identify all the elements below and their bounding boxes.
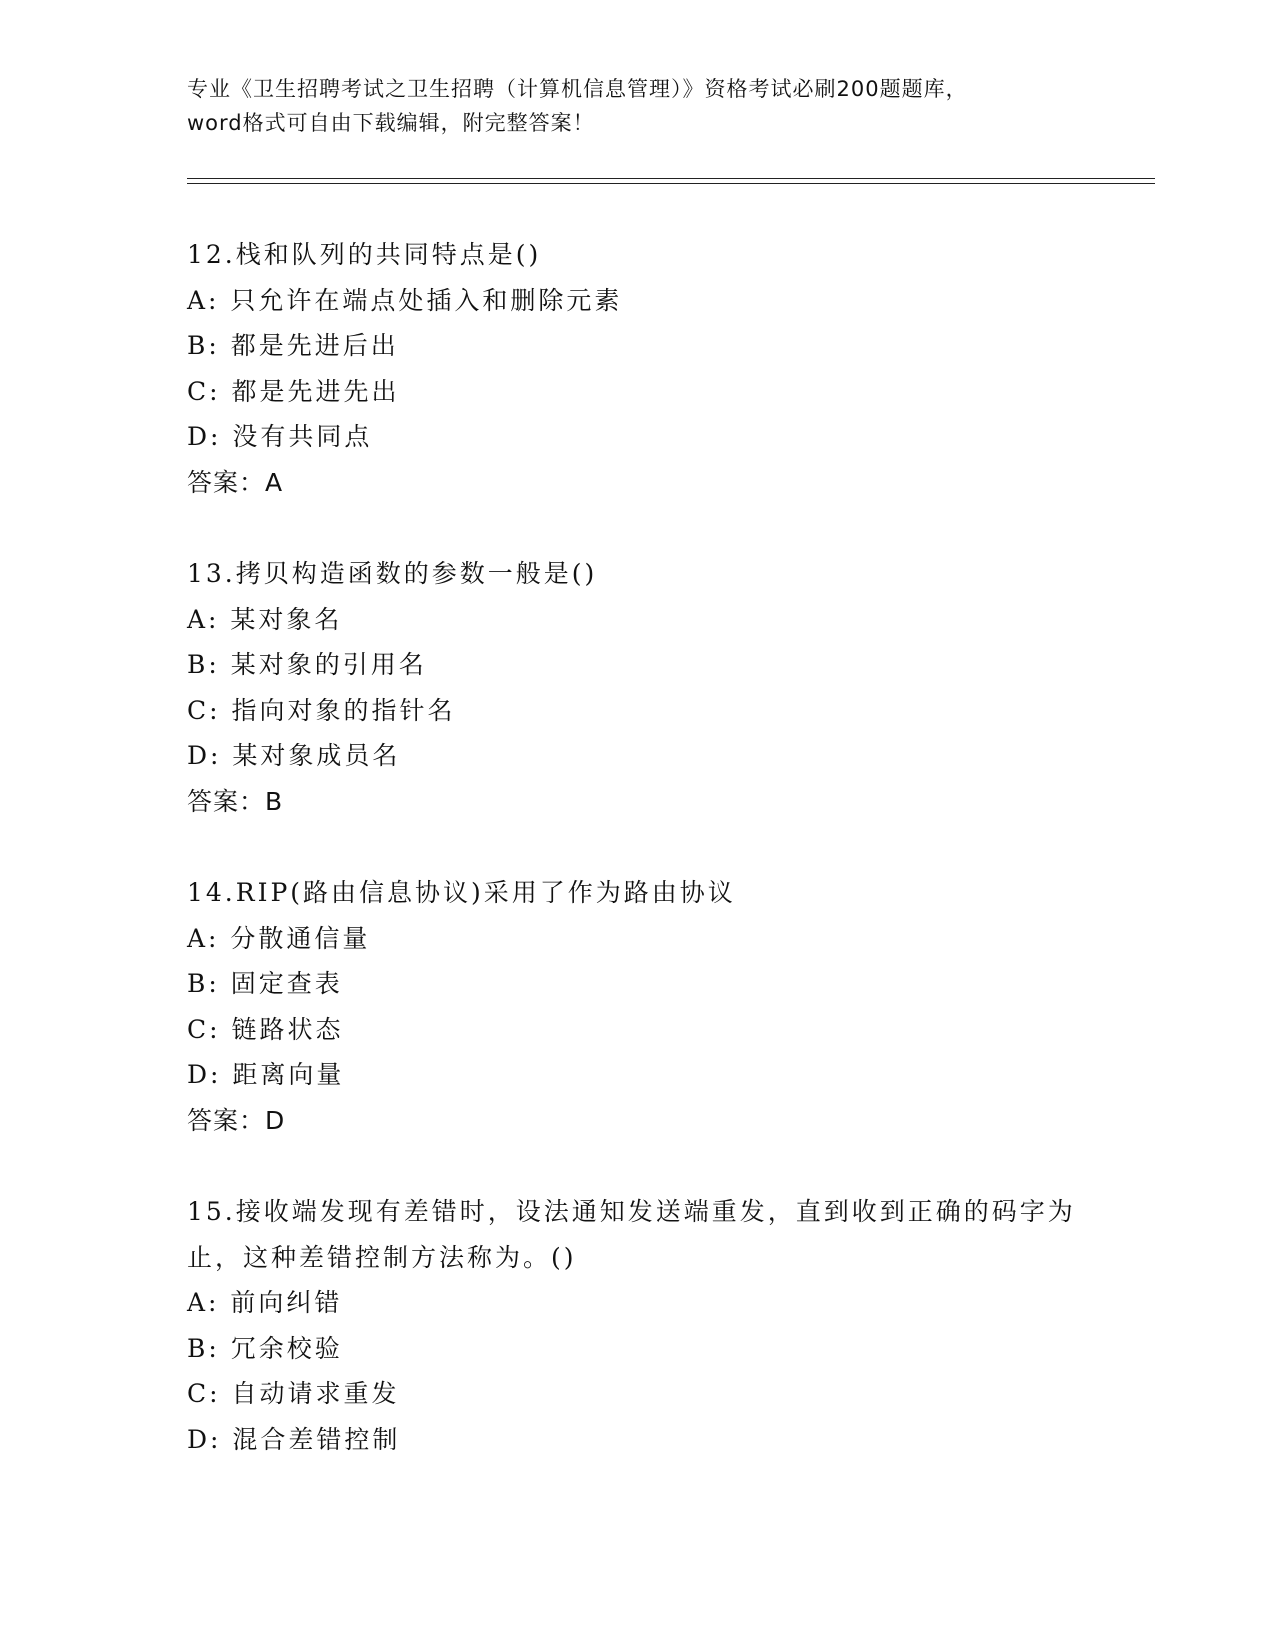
- option-a: A: 分散通信量: [187, 923, 371, 953]
- question-spacer: [187, 824, 1087, 870]
- question-spacer: [187, 1143, 1087, 1189]
- option-c: C: 指向对象的指针名: [187, 695, 456, 725]
- question-list: [187, 232, 1087, 1462]
- option-c: C: 链路状态: [187, 1014, 344, 1044]
- option-a: A: 某对象名: [187, 604, 343, 634]
- option-c: C: 都是先进先出: [187, 376, 400, 406]
- option-a: A: 前向纠错: [187, 1288, 343, 1317]
- option-d: D: 距离向量: [187, 1060, 345, 1089]
- option-b: B: 固定查表: [187, 969, 343, 998]
- question-title: 13.拷贝构造函数的参数一般是(): [187, 559, 598, 588]
- header-line-1: 专业《卫生招聘考试之卫生招聘（计算机信息管理）》资格考试必刷200题题库，: [187, 77, 968, 101]
- question-14: [187, 870, 1087, 1143]
- option-a: A: 只允许在端点处插入和删除元素: [187, 285, 623, 315]
- question-13: [187, 551, 1087, 824]
- option-b: B: 某对象的引用名: [187, 650, 427, 679]
- question-spacer: [187, 505, 1087, 551]
- option-b: B: 冗余校验: [187, 1333, 343, 1363]
- answer-line: 答案：A: [187, 467, 284, 497]
- question-12: [187, 232, 1087, 505]
- question-title: 12.栈和队列的共同特点是(): [187, 240, 542, 269]
- option-b: B: 都是先进后出: [187, 331, 399, 360]
- option-c: C: 自动请求重发: [187, 1379, 400, 1408]
- answer-line: 答案：D: [187, 1105, 286, 1135]
- option-d: D: 没有共同点: [187, 422, 373, 451]
- document-header: [187, 72, 1087, 140]
- header-line-2: word格式可自由下载编辑，附完整答案！: [187, 111, 595, 135]
- header-divider-bottom: [187, 183, 1155, 184]
- option-d: D: 某对象成员名: [187, 741, 401, 770]
- header-divider-top: [187, 178, 1155, 179]
- option-d: D: 混合差错控制: [187, 1424, 401, 1454]
- answer-line: 答案：B: [187, 786, 284, 816]
- question-title: 15.接收端发现有差错时，设法通知发送端重发，直到收到正确的码字为止，这种差错控制方法称为。(): [187, 1197, 1076, 1272]
- question-title: 14.RIP(路由信息协议)采用了作为路由协议: [187, 878, 736, 907]
- question-15: [187, 1189, 1087, 1462]
